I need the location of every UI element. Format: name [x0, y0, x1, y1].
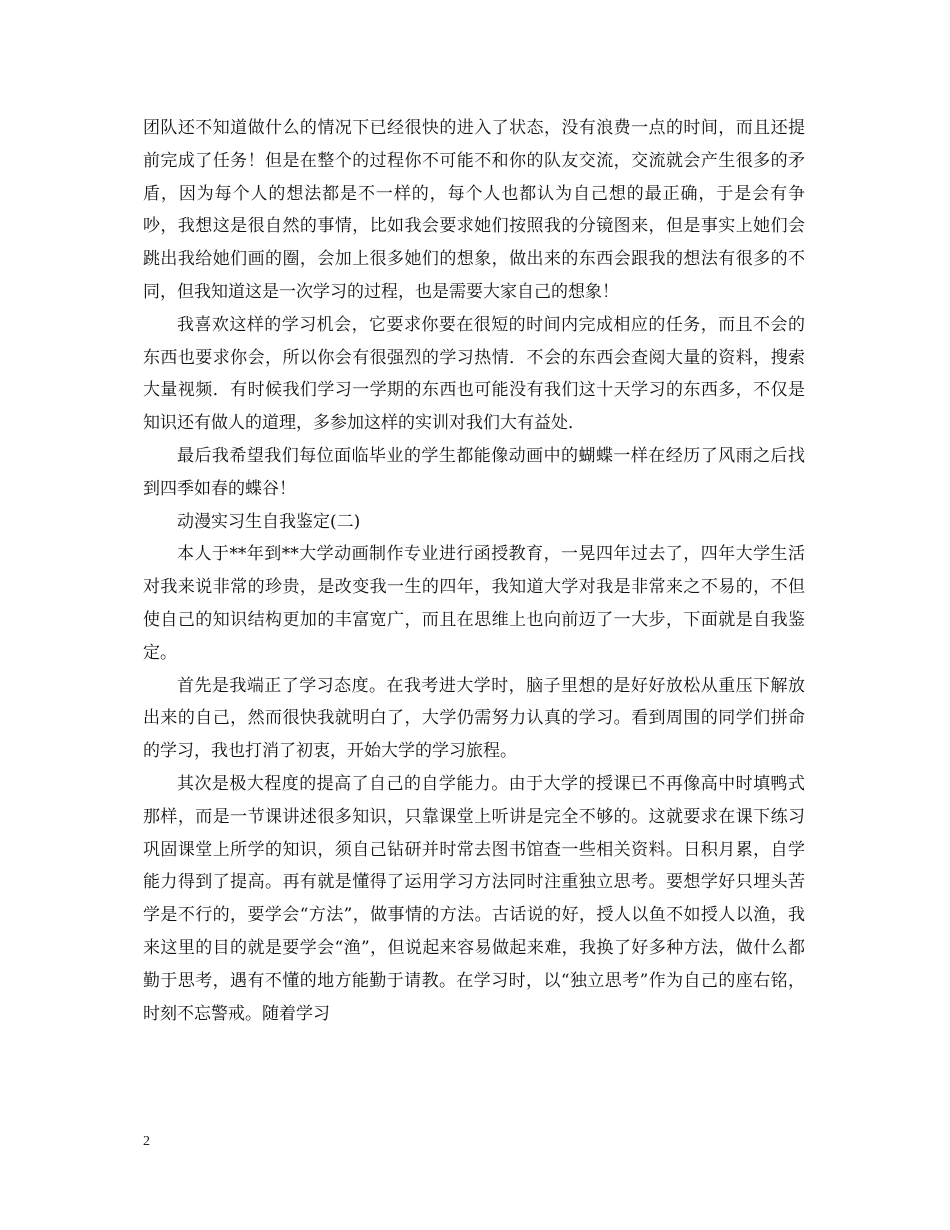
- paragraph: 我喜欢这样的学习机会，它要求你要在很短的时间内完成相应的任务，而且不会的东西也要求你会，所以你会有很强烈的学习热情．不会的东西会查阅大量的资料，搜索大量视频．有时候我们学习一学期的东西也可能没有我们这十天学习的东西多，不仅是知识还有做人的道理，多参加这样的实训对我们大有益处．: [143, 314, 805, 434]
- paragraph: 本人于**年到**大学动画制作专业进行函授教育，一晃四年过去了，四年大学生活对我来说非常的珍贵，是改变我一生的四年，我知道大学对我是非常来之不易的，不但使自己的知识结构更加的丰富宽广，而且在思维上也向前迈了一大步，下面就是自我鉴定。: [143, 544, 805, 663]
- paragraph-continued: 团队还不知道做什么的情况下已经很快的进入了状态，没有浪费一点的时间，而且还提前完成了任务！但是在整个的过程你不可能不和你的队友交流，交流就会产生很多的矛盾，因为每个人的想法都是不一样的，每个人也都认为自己想的最正确，于是会有争吵，我想这是很自然的事情，比如我会要求她们按照我的分镜图来，但是事实上她们会跳出我给她们画的圈，会加上很多她们的想象，做出来的东西会跟我的想法有很多的不同，但我知道这是一次学习的过程，也是需要大家自己的想象！: [143, 118, 805, 302]
- paragraph: 其次是极大程度的提高了自己的自学能力。由于大学的授课已不再像高中时填鸭式那样，而是一节课讲述很多知识，只靠课堂上听讲是完全不够的。这就要求在课下练习巩固课堂上所学的知识，须自己钻研并时常去图书馆查一些相关资料。日积月累，自学能力得到了提高。再有就是懂得了运用学习方法同时注重独立思考。要想学好只埋头苦学是不行的，要学会“方法”，做事情的方法。古话说的好，授人以鱼不如授人以渔，我来这里的目的就是要学会“渔”，但说起来容易做起来难，我换了好多种方法，做什么都勤于思考，遇有不懂的地方能勤于请教。在学习时，以“独立思考”作为自己的座右铭，时刻不忘警戒。随着学习: [143, 773, 805, 1024]
- page-number: 2: [143, 1134, 150, 1149]
- section-heading: 动漫实习生自我鉴定(二): [177, 511, 361, 532]
- paragraph: 首先是我端正了学习态度。在我考进大学时，脑子里想的是好好放松从重压下解放出来的自己，然而很快我就明白了，大学仍需努力认真的学习。看到周围的同学们拼命的学习，我也打消了初衷，开始大学的学习旅程。: [143, 675, 805, 762]
- body-text: [143, 112, 805, 1030]
- paragraph: 最后我希望我们每位面临毕业的学生都能像动画中的蝴蝶一样在经历了风雨之后找到四季如春的蝶谷！: [143, 445, 805, 499]
